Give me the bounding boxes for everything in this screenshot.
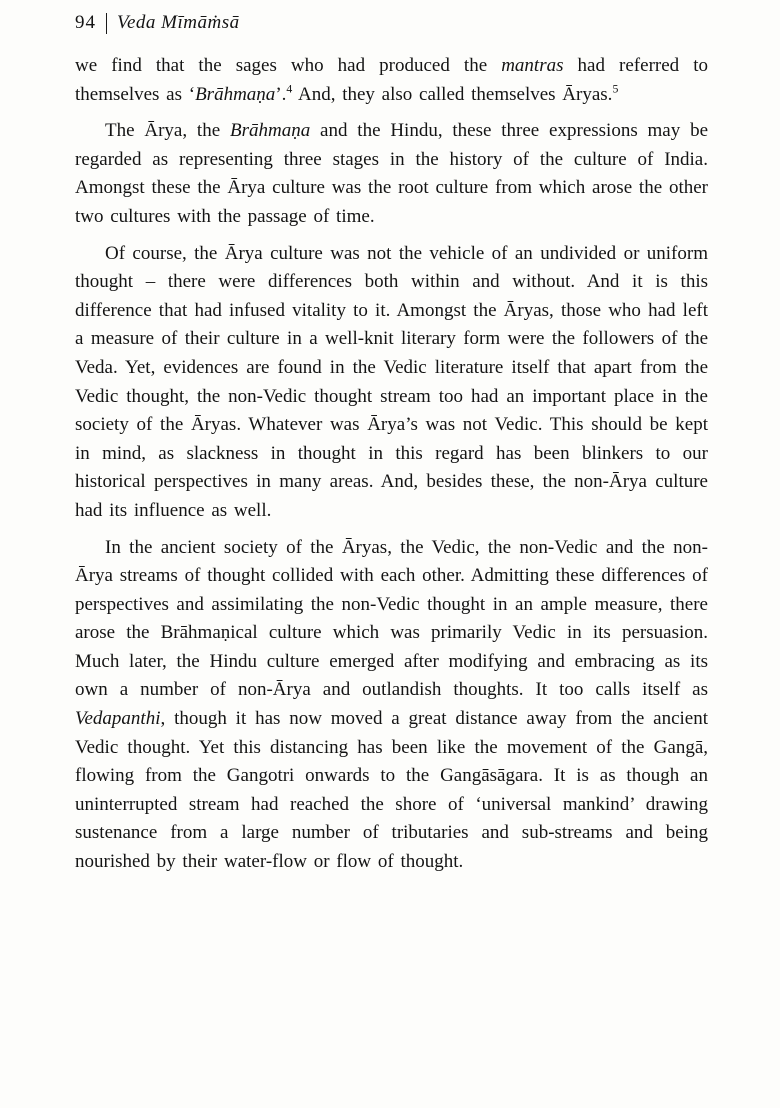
italic-text: mantras <box>501 55 564 76</box>
paragraph <box>75 52 708 109</box>
text-run: And, they also called themselves Āryas. <box>292 83 613 105</box>
page-number: 94 <box>75 12 96 33</box>
page-header <box>75 10 708 36</box>
text-run: and the Hindu, these three expressions may be regarded as representing three stages in the history of the culture of India. Amongst these the Ārya culture was the root culture from which arose the other two cultures with the passage of time. <box>75 120 708 227</box>
text-run: we find that the sages who had produced the <box>75 55 502 76</box>
paragraph <box>75 240 708 526</box>
book-title: Veda Mīmāṁsā <box>117 12 240 33</box>
italic-text: Vedapanthi <box>75 708 161 730</box>
text-run: Of course, the Ārya culture was not the vehicle of an undivided or uniform thought – there were differences both within and without. And it is this difference that had infused vitality to it. Amongst the Āryas, those who had left a measure of their culture in a well-knit literary form were the followers of the Veda. Yet, evidences are found in the Vedic literature itself that apart from the Vedic thought, the non-Vedic thought stream too had an important place in the society of the Āryas. Whatever was Ārya’s was not Vedic. This should be kept in mind, as slackness in thought in this regard has been blinkers to our historical perspectives in many areas. And, besides these, the non-Ārya culture had its influence as well. <box>75 242 708 521</box>
text-run: The Ārya, the <box>105 120 230 142</box>
text-run: had referred to themselves as ‘ <box>75 55 708 105</box>
paragraph <box>75 534 708 877</box>
header-divider <box>106 13 107 34</box>
footnote-reference: 5 <box>612 82 619 96</box>
page-body <box>75 52 708 877</box>
footnote-reference: 4 <box>286 82 293 96</box>
text-run: , though it has now moved a great distance away from the ancient Vedic thought. Yet this distancing has been like the movement of the Gangā, flowing from the Gangotri onwards to the Gangāsāgara. It is as though an uninterrupted stream had reached the shore of ‘universal mankind’ drawing sustenance from a large number of tributaries and sub-streams and being nourished by their water-flow or flow of thought. <box>75 708 708 873</box>
text-run: In the ancient society of the Āryas, the Vedic, the non-Vedic and the non-Ārya streams of thought collided with each other. Admitting these differences of perspectives and assimilating the non-Vedic thought in an ample measure, there arose the Brāhmaṇical culture which was primarily Vedic in its persuasion. Much later, the Hindu culture emerged after modifying and embracing as its own a number of non-Ārya and outlandish thoughts. It too calls itself as <box>75 536 708 701</box>
italic-text: Brāhmaṇa <box>195 83 276 105</box>
italic-text: Brāhmaṇa <box>229 120 311 142</box>
paragraph <box>75 117 708 231</box>
text-run: ’. <box>275 83 287 105</box>
